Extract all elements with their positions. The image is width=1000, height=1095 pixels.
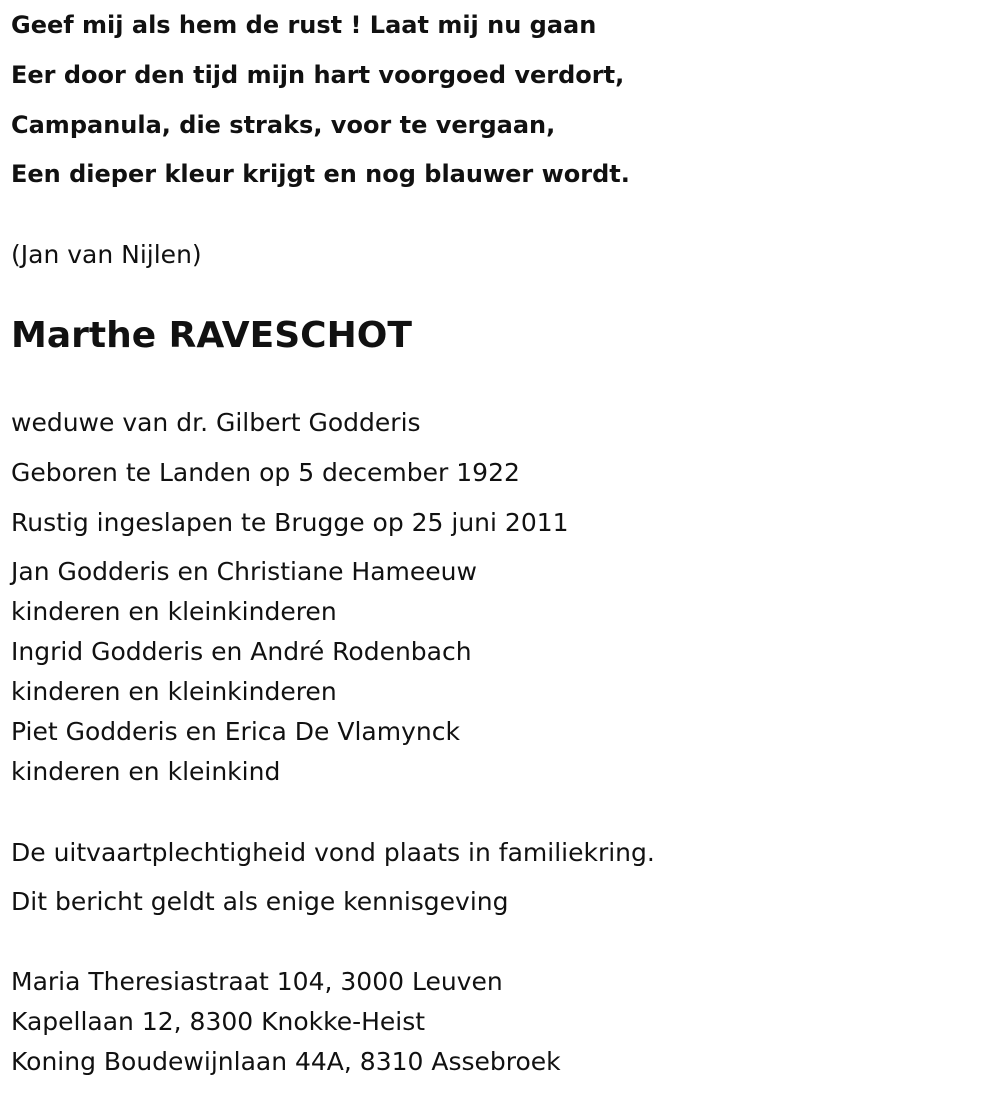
family-line: kinderen en kleinkinderen — [11, 677, 337, 706]
poem-line: Een dieper kleur krijgt en nog blauwer wordt. — [11, 160, 630, 188]
poem-line: Geef mij als hem de rust ! Laat mij nu gaan — [11, 11, 597, 39]
family-line: Piet Godderis en Erica De Vlamynck — [11, 717, 460, 746]
poem-line: Campanula, die straks, voor te vergaan, — [11, 111, 556, 139]
family-line: Ingrid Godderis en André Rodenbach — [11, 637, 472, 666]
family-line: kinderen en kleinkind — [11, 757, 281, 786]
address-line: Koning Boudewijnlaan 44A, 8310 Assebroek — [11, 1047, 561, 1076]
notice-line: De uitvaartplechtigheid vond plaats in familiekring. — [11, 838, 655, 867]
birth-line: Geboren te Landen op 5 december 1922 — [11, 458, 520, 487]
poem-attribution: (Jan van Nijlen) — [11, 240, 202, 269]
family-line: Jan Godderis en Christiane Hameeuw — [11, 557, 477, 586]
widow-of-line: weduwe van dr. Gilbert Godderis — [11, 408, 421, 437]
notice-line: Dit bericht geldt als enige kennisgeving — [11, 887, 509, 916]
poem-line: Eer door den tijd mijn hart voorgoed verdort, — [11, 61, 625, 89]
family-line: kinderen en kleinkinderen — [11, 597, 337, 626]
address-line: Maria Theresiastraat 104, 3000 Leuven — [11, 967, 503, 996]
deceased-name: Marthe RAVESCHOT — [11, 315, 412, 356]
death-line: Rustig ingeslapen te Brugge op 25 juni 2011 — [11, 508, 569, 537]
address-line: Kapellaan 12, 8300 Knokke-Heist — [11, 1007, 426, 1036]
